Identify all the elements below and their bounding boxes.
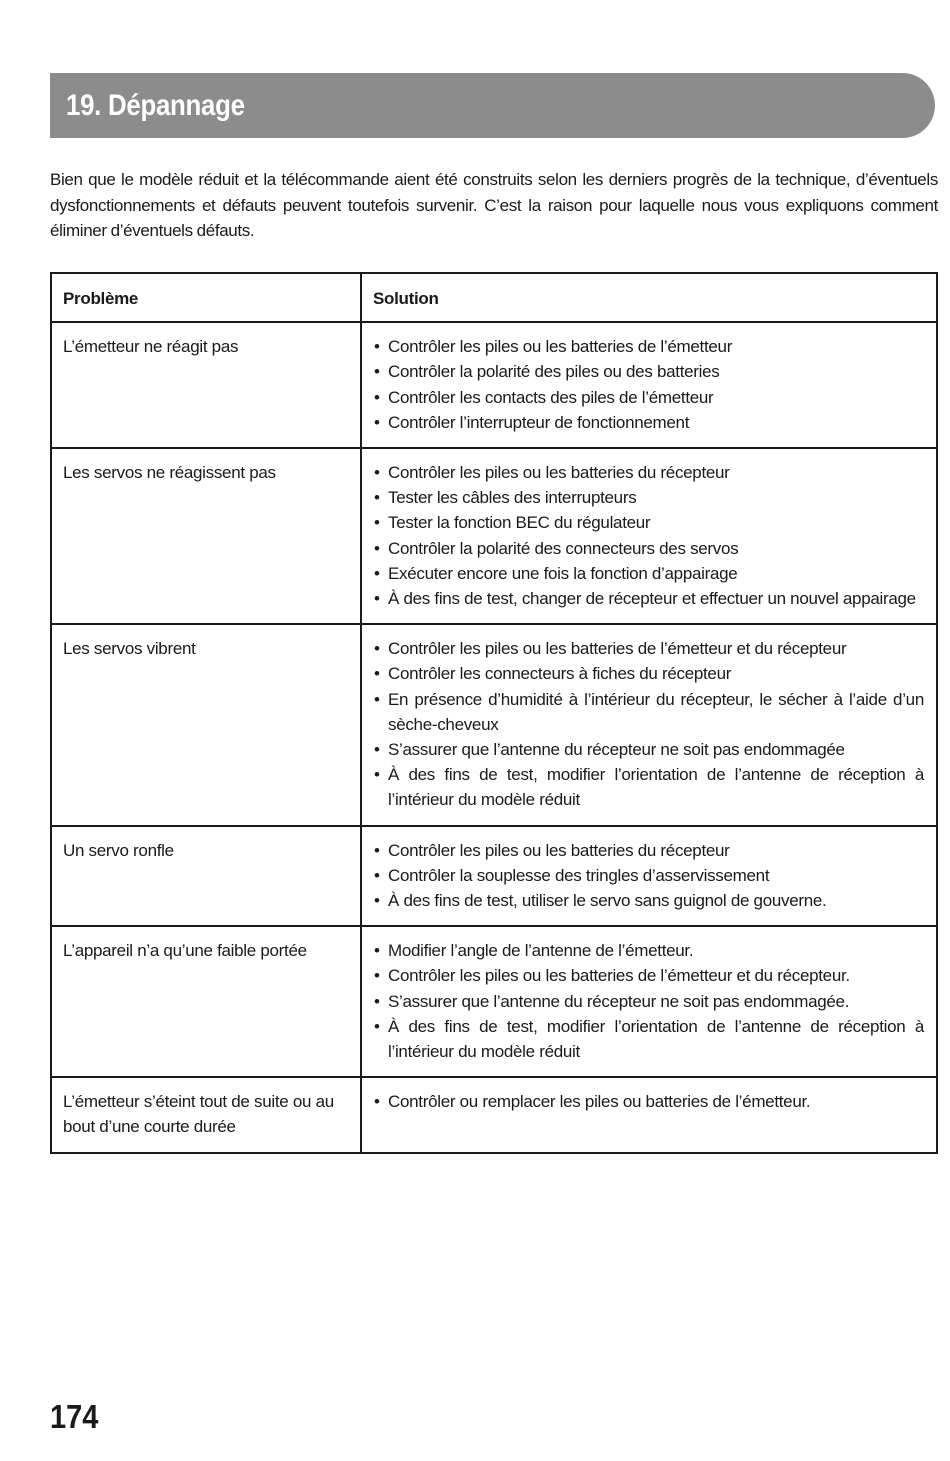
bullet-icon: • (374, 891, 380, 911)
troubleshooting-table (50, 272, 938, 1154)
solution-text: Tester la fonction BEC du régulateur (388, 513, 651, 533)
solution-item (373, 334, 924, 359)
solution-text: À des fins de test, modifier l’orientation de l’antenne de réception à l’intérieur du modèle réduit (388, 1016, 924, 1062)
solution-item (373, 762, 924, 812)
solution-text: Contrôler l’interrupteur de fonctionnement (388, 412, 690, 432)
problem-cell: Les servos vibrent (51, 624, 361, 825)
solution-item (373, 661, 924, 686)
bullet-icon: • (374, 966, 380, 986)
bullet-icon: • (374, 1092, 380, 1112)
solution-item (373, 385, 924, 410)
solution-item (373, 963, 924, 988)
solution-item (373, 460, 924, 485)
solution-item (373, 636, 924, 661)
solution-text: Contrôler ou remplacer les piles ou batteries de l’émetteur. (388, 1092, 811, 1112)
solution-text: Contrôler les contacts des piles de l’émetteur (388, 387, 714, 407)
solution-item (373, 938, 924, 963)
section-title: 19. Dépannage (66, 88, 245, 122)
page-number: 174 (50, 1398, 99, 1435)
solution-item (373, 989, 924, 1014)
solution-text: Contrôler la polarité des piles ou des batteries (388, 362, 720, 382)
solution-item (373, 888, 924, 913)
bullet-icon: • (374, 538, 380, 558)
solution-item (373, 737, 924, 762)
intro-paragraph: Bien que le modèle réduit et la télécommande aient été construits selon les derniers progrès de la technique, d’éventuels dysfonctionnements et défauts peuvent toutefois survenir. C’est la raison pour laquelle nous vous expliquons comment éliminer d’éventuels défauts. (50, 170, 938, 240)
solution-text: Contrôler les piles ou les batteries de l’émetteur (388, 337, 733, 357)
solution-item (373, 510, 924, 535)
problem-cell: L’émetteur s’éteint tout de suite ou au bout d’une courte durée (51, 1077, 361, 1152)
solution-cell (361, 448, 937, 624)
solution-list (373, 334, 924, 435)
solution-text: À des fins de test, modifier l’orientation de l’antenne de réception à l’intérieur du modèle réduit (388, 765, 924, 810)
solution-item (373, 586, 924, 611)
solution-item (373, 863, 924, 888)
solution-text: Contrôler les piles ou les batteries du récepteur (388, 840, 730, 860)
solution-text: S’assurer que l’antenne du récepteur ne soit pas endommagée. (388, 991, 850, 1011)
bullet-icon: • (374, 1016, 380, 1036)
bullet-icon: • (374, 664, 380, 684)
bullet-icon: • (374, 337, 380, 357)
solution-text: À des fins de test, utiliser le servo sans guignol de gouverne. (388, 891, 827, 911)
solution-list (373, 1089, 924, 1114)
solution-item (373, 359, 924, 384)
solution-item (373, 485, 924, 510)
solution-text: Contrôler les piles ou les batteries de l’émetteur et du récepteur (388, 639, 847, 659)
solution-item (373, 1089, 924, 1114)
bullet-icon: • (374, 740, 380, 760)
solution-item (373, 536, 924, 561)
solution-list (373, 838, 924, 914)
solution-item (373, 1014, 924, 1064)
solution-text: Contrôler la polarité des connecteurs des servos (388, 538, 739, 558)
bullet-icon: • (374, 463, 380, 483)
table-row (51, 1077, 937, 1152)
solution-text: Contrôler les piles ou les batteries de l’émetteur et du récepteur. (388, 966, 850, 986)
table-row (51, 826, 937, 927)
solution-text: Exécuter encore une fois la fonction d’appairage (388, 563, 738, 583)
solution-list (373, 938, 924, 1064)
solution-item (373, 687, 924, 737)
solution-text: Contrôler les piles ou les batteries du récepteur (388, 463, 730, 483)
solution-list (373, 636, 924, 812)
solution-item (373, 838, 924, 863)
header-problem: Problème (51, 273, 361, 322)
solution-cell (361, 322, 937, 448)
table-header-row (51, 273, 937, 322)
table-row (51, 448, 937, 624)
section-header-bar (50, 73, 935, 138)
bullet-icon: • (374, 362, 380, 382)
bullet-icon: • (374, 689, 380, 709)
bullet-icon: • (374, 840, 380, 860)
solution-text: En présence d’humidité à l’intérieur du récepteur, le sécher à l’aide d’un sèche-cheveux (388, 689, 924, 734)
solution-cell (361, 926, 937, 1077)
problem-cell: Un servo ronfle (51, 826, 361, 927)
table-row (51, 624, 937, 825)
solution-text: Contrôler les connecteurs à fiches du récepteur (388, 664, 732, 684)
solution-text: Tester les câbles des interrupteurs (388, 488, 637, 508)
solution-text: S’assurer que l’antenne du récepteur ne soit pas endommagée (388, 740, 845, 760)
solution-text: Modifier l’angle de l’antenne de l’émetteur. (388, 941, 694, 961)
problem-cell: L’émetteur ne réagit pas (51, 322, 361, 448)
table-body (51, 322, 937, 1152)
table-row (51, 926, 937, 1077)
problem-cell: L’appareil n’a qu’une faible portée (51, 926, 361, 1077)
solution-item (373, 410, 924, 435)
solution-cell (361, 624, 937, 825)
bullet-icon: • (374, 563, 380, 583)
bullet-icon: • (374, 387, 380, 407)
solution-list (373, 460, 924, 611)
bullet-icon: • (374, 513, 380, 533)
bullet-icon: • (374, 412, 380, 432)
solution-item (373, 561, 924, 586)
table-row (51, 322, 937, 448)
solution-cell (361, 826, 937, 927)
bullet-icon: • (374, 589, 380, 609)
bullet-icon: • (374, 941, 380, 961)
bullet-icon: • (374, 765, 380, 785)
problem-cell: Les servos ne réagissent pas (51, 448, 361, 624)
solution-text: Contrôler la souplesse des tringles d’asservissement (388, 865, 770, 885)
bullet-icon: • (374, 639, 380, 659)
solution-cell (361, 1077, 937, 1152)
solution-text: À des fins de test, changer de récepteur et effectuer un nouvel appairage (388, 589, 916, 609)
bullet-icon: • (374, 991, 380, 1011)
header-solution: Solution (361, 273, 937, 322)
bullet-icon: • (374, 865, 380, 885)
bullet-icon: • (374, 488, 380, 508)
